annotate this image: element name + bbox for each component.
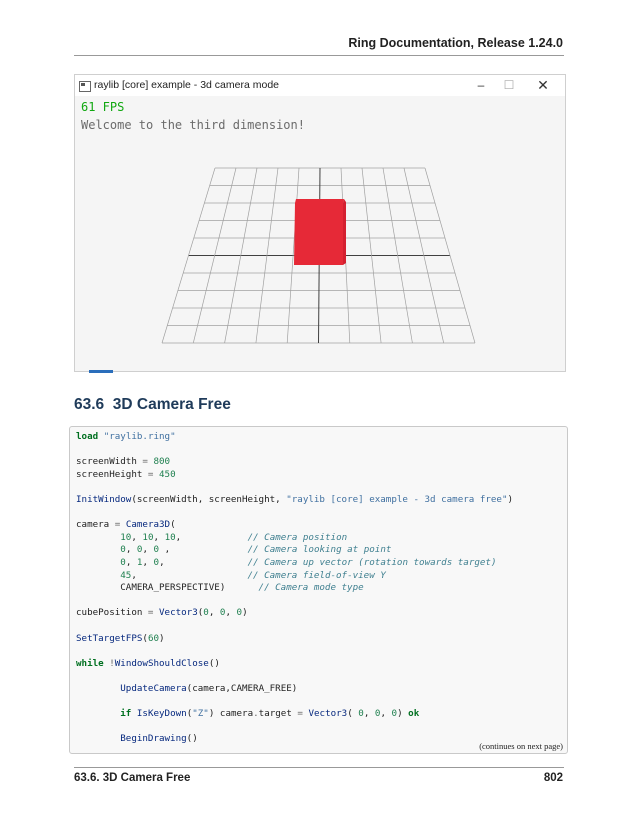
code-token: 0 xyxy=(153,557,160,568)
code-token: 0 xyxy=(236,607,243,619)
footer-section-ref: 63.6. 3D Camera Free xyxy=(74,772,191,784)
code-block xyxy=(69,426,568,754)
code-token: , xyxy=(175,531,248,543)
code-token: // Camera field-of-view Y xyxy=(247,569,386,581)
section-title: 3D Camera Free xyxy=(112,396,231,413)
code-token: ) camera xyxy=(208,708,254,720)
header-divider xyxy=(74,55,564,56)
code-token: ) xyxy=(507,494,514,505)
code-token: = xyxy=(147,468,154,480)
close-icon[interactable]: ✕ xyxy=(537,77,549,93)
code-token: Vector3 xyxy=(159,607,198,619)
code-line xyxy=(76,708,419,720)
code-token: , xyxy=(131,569,248,581)
code-token: InitWindow xyxy=(76,494,132,505)
code-line xyxy=(76,733,198,745)
fps-counter: 61 FPS xyxy=(81,100,125,114)
code-token: 0 xyxy=(120,544,126,556)
code-token: // Camera mode type xyxy=(258,582,364,594)
window-titlebar xyxy=(75,75,565,96)
code-line xyxy=(76,494,513,506)
cube-front-face xyxy=(294,203,343,265)
code-token: ) xyxy=(397,708,409,720)
minimize-icon[interactable]: – xyxy=(477,78,485,92)
code-token: IsKeyDown xyxy=(136,708,187,720)
welcome-message: Welcome to the third dimension! xyxy=(81,118,305,132)
code-token: // Camera looking at point xyxy=(247,544,392,556)
code-token: 1 xyxy=(136,557,143,568)
app-window-icon xyxy=(79,81,91,92)
code-token: , xyxy=(363,708,375,720)
code-token: 10 xyxy=(164,531,176,543)
code-token: screenHeight xyxy=(76,468,148,480)
code-token: // Camera up vector (rotation towards target) xyxy=(247,557,497,568)
code-token: 0 xyxy=(219,607,226,619)
code-line xyxy=(76,633,165,645)
code-token: ok xyxy=(408,708,420,720)
code-token: (screenWidth, screenHeight, xyxy=(131,494,287,505)
code-token: ( xyxy=(142,632,148,644)
maximize-icon[interactable]: ☐ xyxy=(503,78,515,92)
code-token: SetTargetFPS xyxy=(76,632,143,644)
code-token: 800 xyxy=(153,456,171,468)
code-token: 10 xyxy=(120,531,132,543)
code-token: , xyxy=(125,557,137,568)
code-token: CAMERA_PERSPECTIVE) xyxy=(76,582,259,594)
code-token xyxy=(76,544,120,555)
code-token: = xyxy=(114,519,121,531)
code-token xyxy=(76,708,120,719)
code-token: ( xyxy=(347,708,359,720)
code-token: 0 xyxy=(203,607,209,619)
code-token: ) xyxy=(159,632,165,644)
code-token: cubePosition xyxy=(76,607,148,619)
page-number: 802 xyxy=(543,772,563,784)
code-token: "raylib.ring" xyxy=(103,431,176,442)
code-token: . xyxy=(253,708,259,720)
code-line xyxy=(76,570,386,582)
code-token: = xyxy=(142,456,148,468)
code-token: 0 xyxy=(120,557,126,568)
code-token: () xyxy=(208,657,220,669)
code-token: ( xyxy=(170,519,176,531)
code-token: , xyxy=(131,531,143,543)
code-line xyxy=(76,431,176,443)
code-token: 450 xyxy=(159,468,176,480)
window-title: raylib [core] example - 3d camera mode xyxy=(94,79,279,91)
code-line xyxy=(76,519,176,531)
code-token: 0 xyxy=(153,544,160,556)
code-token: load xyxy=(76,431,99,442)
code-token: ( xyxy=(186,708,193,720)
code-token xyxy=(76,532,120,543)
code-token: , xyxy=(159,544,248,556)
code-line xyxy=(76,544,391,556)
code-token: screenWidth xyxy=(76,456,143,468)
code-token: if xyxy=(120,708,132,720)
code-line xyxy=(76,456,170,468)
code-line xyxy=(76,469,176,481)
code-token: 60 xyxy=(147,632,160,644)
code-token: "Z" xyxy=(192,708,209,720)
code-token: () xyxy=(186,733,198,745)
code-token: 0 xyxy=(136,544,143,556)
code-token: // Camera position xyxy=(247,531,348,543)
code-token: "raylib [core] example - 3d camera free" xyxy=(286,494,508,505)
taskbar-accent xyxy=(89,370,113,373)
code-line xyxy=(76,658,220,670)
running-header: Ring Documentation, Release 1.24.0 xyxy=(348,36,563,50)
code-token: Camera3D xyxy=(125,519,171,531)
code-token: ! xyxy=(109,657,115,669)
code-token xyxy=(76,570,120,581)
code-token: , xyxy=(225,607,237,619)
code-line xyxy=(76,532,347,544)
code-token: , xyxy=(153,531,165,543)
code-line xyxy=(76,607,248,619)
code-token: (camera,CAMERA_FREE) xyxy=(186,683,298,694)
cube-side-face xyxy=(343,199,346,265)
code-token: , xyxy=(380,708,392,720)
cube-top-face xyxy=(295,199,344,203)
cube xyxy=(294,199,346,265)
section-number: 63.6 xyxy=(74,396,105,413)
code-token xyxy=(76,733,120,744)
code-token: , xyxy=(142,557,154,568)
section-heading xyxy=(74,396,231,414)
code-token xyxy=(76,557,120,568)
code-token: 0 xyxy=(374,708,381,720)
code-line xyxy=(76,582,364,594)
code-token: 0 xyxy=(358,708,364,720)
example-screenshot xyxy=(74,74,566,372)
code-token: Vector3 xyxy=(308,708,348,720)
code-line xyxy=(76,683,297,695)
code-token: ( xyxy=(197,607,204,619)
code-token: = xyxy=(297,708,303,720)
code-token: 0 xyxy=(391,708,398,720)
footer-divider xyxy=(74,767,564,768)
code-token: , xyxy=(159,557,248,568)
code-token: UpdateCamera xyxy=(120,683,187,694)
code-token: 45 xyxy=(120,569,132,581)
code-token: = xyxy=(147,607,154,619)
code-token: target xyxy=(258,708,298,720)
code-token xyxy=(76,683,120,694)
code-token: , xyxy=(142,544,154,556)
continues-note: (continues on next page) xyxy=(479,741,563,751)
code-token: ) xyxy=(242,607,248,619)
code-token: WindowShouldClose xyxy=(114,657,209,669)
code-token: while xyxy=(76,657,104,669)
code-token: BeginDrawing xyxy=(120,733,187,745)
code-token: , xyxy=(208,607,220,619)
code-token: camera xyxy=(76,519,115,531)
code-line xyxy=(76,557,497,569)
code-token: 10 xyxy=(142,531,154,543)
code-token: , xyxy=(125,544,137,556)
